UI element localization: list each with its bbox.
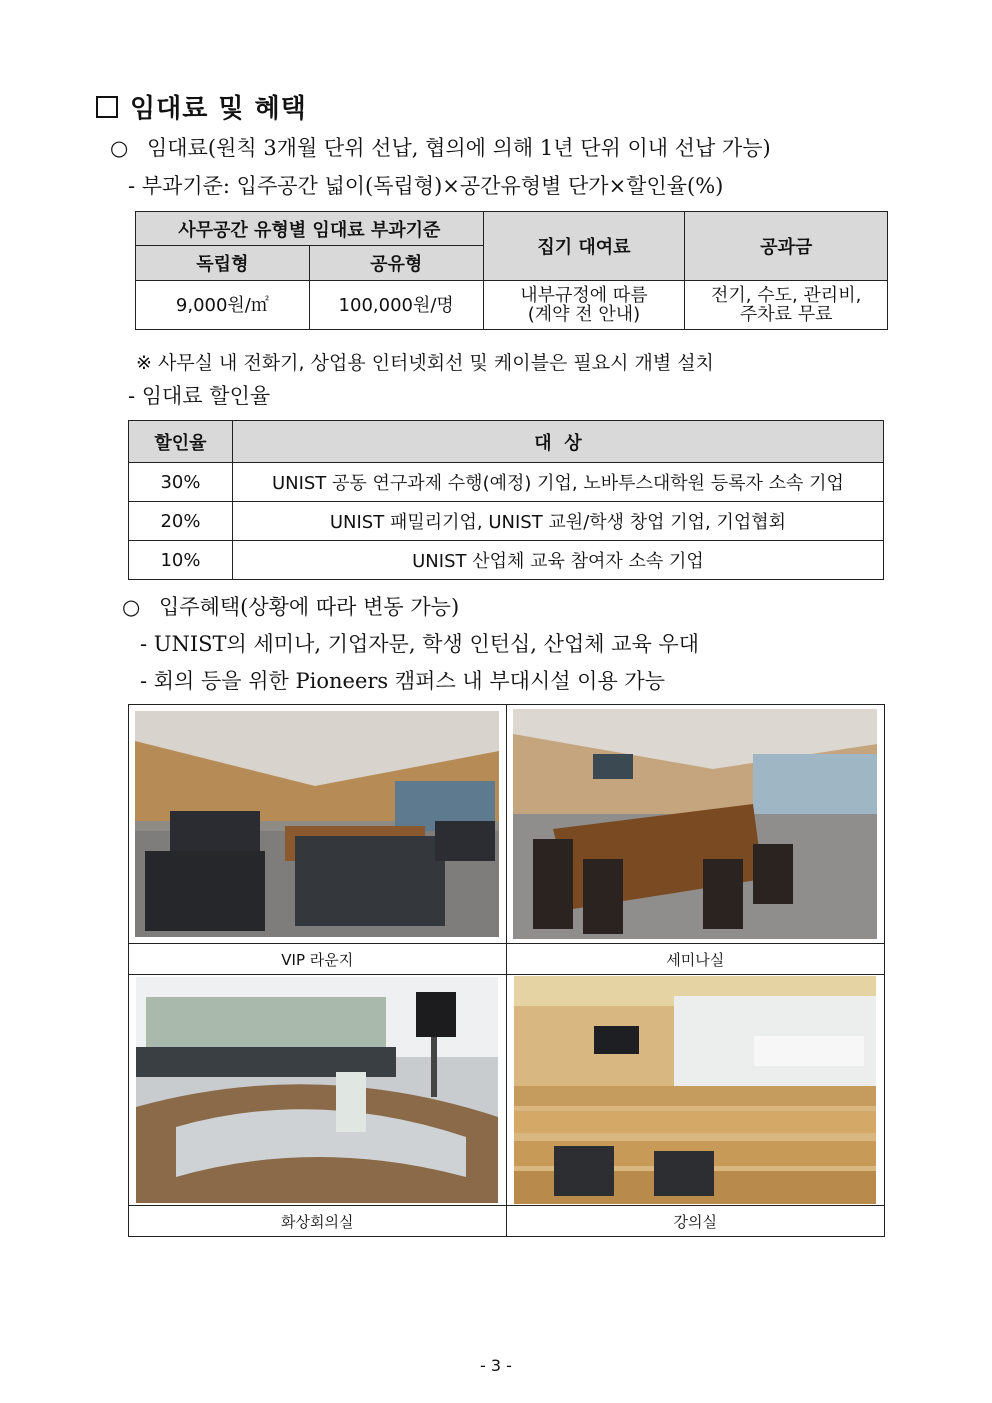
rent-utilities-line1: 전기, 수도, 관리비, (710, 285, 862, 306)
rent-table (135, 211, 888, 330)
circle-bullet-icon: ○ (122, 595, 141, 619)
discount-target: UNIST 패밀리기업, UNIST 교원/학생 창업 기업, 기업협회 (232, 502, 883, 541)
installation-note: ※ 사무실 내 전화기, 상업용 인터넷회선 및 케이블은 필요시 개별 설치 (136, 352, 714, 374)
photo-caption: 강의실 (506, 1206, 884, 1237)
photo-caption: 화상회의실 (129, 1206, 507, 1237)
rent-basis-line: - 부과기준: 입주공간 넓이(독립형)×공간유형별 단가×할인율(%) (128, 174, 724, 198)
section-heading (96, 88, 307, 125)
rent-text: 임대료(원칙 3개월 단위 선납, 협의에 의해 1년 단위 이내 선납 가능) (147, 136, 771, 160)
table-row (129, 502, 884, 541)
discount-rate: 20% (129, 502, 233, 541)
discount-header-rate: 할인율 (129, 421, 233, 463)
rent-furniture-value (483, 281, 685, 330)
rent-utilities-line2: 주차료 무료 (739, 304, 833, 325)
photo-cell (129, 705, 507, 944)
rent-table-header-furniture: 집기 대여료 (483, 212, 685, 281)
discount-rate: 10% (129, 541, 233, 580)
discount-table (128, 420, 884, 580)
page-number: - 3 - (480, 1356, 512, 1375)
rent-table-header-independent: 독립형 (136, 246, 310, 281)
vip-lounge-photo (135, 711, 499, 937)
benefit-item: - 회의 등을 위한 Pioneers 캠퍼스 내 부대시설 이용 가능 (140, 669, 666, 693)
discount-target: UNIST 공동 연구과제 수행(예정) 기업, 노바투스대학원 등록자 소속 기업 (232, 463, 883, 502)
rent-furniture-line2: (계약 전 안내) (527, 304, 641, 325)
discount-rate: 30% (129, 463, 233, 502)
discount-label: - 임대료 할인율 (128, 384, 271, 408)
benefit-item: - UNIST의 세미나, 기업자문, 학생 인턴십, 산업체 교육 우대 (140, 632, 700, 656)
benefits-text: 입주혜택(상황에 따라 변동 가능) (159, 595, 460, 619)
rent-independent-value: 9,000원/㎡ (136, 281, 310, 330)
photo-caption: VIP 라운지 (129, 944, 507, 975)
discount-header-target: 대 상 (232, 421, 883, 463)
table-row (129, 463, 884, 502)
circle-bullet-icon: ○ (110, 136, 129, 160)
checkbox-square-icon (96, 96, 118, 118)
table-row (129, 541, 884, 580)
rent-table-header-main: 사무공간 유형별 임대료 부과기준 (136, 212, 484, 246)
rent-line (110, 132, 771, 162)
benefits-line (122, 591, 459, 621)
rent-shared-value: 100,000원/명 (309, 281, 483, 330)
video-conference-room-photo (136, 977, 498, 1203)
rent-furniture-line1: 내부규정에 따름 (520, 285, 648, 306)
photo-cell (506, 705, 884, 944)
photo-caption: 세미나실 (506, 944, 884, 975)
rent-table-header-utilities: 공과금 (685, 212, 888, 281)
photo-cell (506, 975, 884, 1206)
lecture-room-photo (514, 976, 876, 1204)
facility-photo-grid (128, 704, 885, 1237)
rent-utilities-value (685, 281, 888, 330)
seminar-room-photo (513, 709, 877, 939)
rent-table-header-shared: 공유형 (309, 246, 483, 281)
discount-target: UNIST 산업체 교육 참여자 소속 기업 (232, 541, 883, 580)
section-heading-text: 임대료 및 혜택 (130, 94, 307, 124)
photo-cell (129, 975, 507, 1206)
